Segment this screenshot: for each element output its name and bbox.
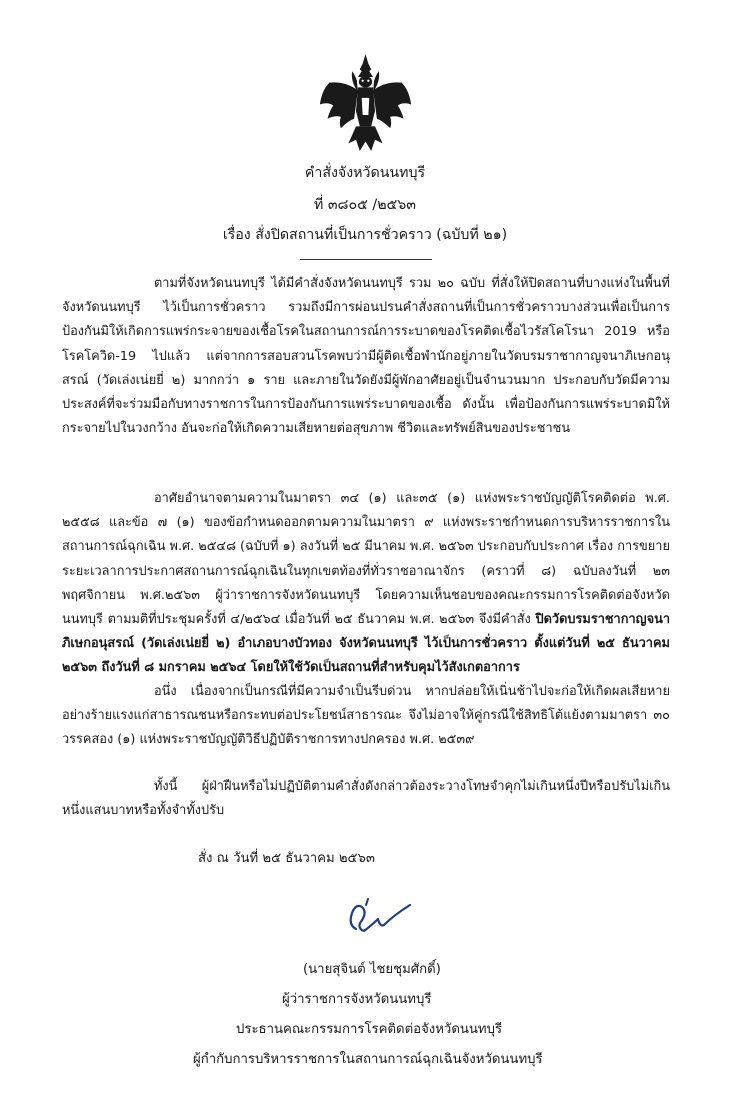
garuda-emblem (318, 52, 413, 157)
paragraph-2-order: ปิดวัดบรมราชากาญจนาภิเษกอนุสรณ์ (วัดเล่งเน่ยยี่ ๒) อำเภอบางบัวทอง จังหวัดนนทบุรี ไว้เป็นการชั่วคราว ตั้งแต่วันที่ ๒๕ ธันวาคม ๒๕๖๓ ถึงวันที่ ๘ มกราคม ๒๕๖๔ โดยให้ใช้วัดเป็นสถานที่สำหรับคุมไว้สังเกตอาการ (62, 612, 671, 676)
paragraph-3: อนึ่ง เนื่องจากเป็นกรณีที่มีความจำเป็นรีบด่วน หากปล่อยให้เนิ่นช้าไปจะก่อให้เกิดผลเสียหายอย่างร้ายแรงแก่สาธารณชนหรือกระทบต่อประโยชน์สาธารณะ จึงไม่อาจให้คู่กรณีใช้สิทธิโต้แย้งตามมาตรา ๓๐ วรรคสอง (๑) แห่งพระราชบัญญัติวิธีปฏิบัติราชการทางปกครอง พ.ศ. ๒๕๓๙ (62, 684, 670, 748)
paragraph-2 (62, 487, 670, 681)
paragraph-2-text: อาศัยอำนาจตามความในมาตรา ๓๔ (๑) และ๓๕ (๑) แห่งพระราชบัญญัติโรคติดต่อ พ.ศ. ๒๕๕๘ และข้อ ๗ (๑) ของข้อกำหนดออกตามความในมาตรา ๙ แห่งพระราชกำหนดการบริหารราชการในสถานการณ์ฉุกเฉิน พ.ศ. ๒๕๔๘ (ฉบับที่ ๑) ลงวันที่ ๒๕ มีนาคม พ.ศ. ๒๕๖๓ ประกอบกับประกาศ เรื่อง การขยายระยะเวลาการประกาศสถานการณ์ฉุกเฉินในทุกเขตท้องที่ทั่วราชอาณาจักร (คราวที่ ๘) ฉบับลงวันที่ ๒๓ พฤศจิกายน พ.ศ.๒๕๖๓ ผู้ว่าราชการจังหวัดนนทบุรี โดยความเห็นชอบของคณะกรรมการโรคติดต่อจังหวัดนนทบุรี ตามมติที่ประชุมครั้งที่ ๔/๒๕๖๔ เมื่อวันที่ ๒๕ ธันวาคม พ.ศ. ๒๕๖๓ จึงมีคำสั่ง (62, 491, 670, 628)
signer-position-1: ผู้ว่าราชการจังหวัดนนทบุรี (282, 992, 432, 1007)
order-subject: เรื่อง สั่งปิดสถานที่เป็นการชั่วคราว (ฉบับที่ ๒๑) (222, 227, 508, 243)
handwritten-signature (338, 895, 418, 939)
signer-position-3: ผู้กำกับการบริหารราชการในสถานการณ์ฉุกเฉินจังหวัดนนทบุรี (193, 1052, 543, 1067)
date-line: สั่ง ณ วันที่ ๒๕ ธันวาคม ๒๕๖๓ (198, 851, 375, 866)
divider-line (300, 259, 432, 260)
signer-position-2: ประธานคณะกรรมการโรคติดต่อจังหวัดนนทบุรี (236, 1022, 503, 1037)
signer-name: (นายสุจินต์ ไชยชุมศักดิ์) (303, 962, 441, 977)
paragraph-1: ตามที่จังหวัดนนทบุรี ได้มีคำสั่งจังหวัดนนทบุรี รวม ๒๐ ฉบับ ที่สั่งให้ปิดสถานที่บางแห่งในพื้นที่จังหวัดนนทบุรี ไว้เป็นการชั่วคราว รวมถึงมีการผ่อนปรนคำสั่งสถานที่เป็นการชั่วคราวบางส่วนเพื่อเป็นการป้องกันมิให้เกิดการแพร่กระจายของเชื้อโรคในสถานการณ์การระบาดของโรคติดเชื้อไวรัสโคโรนา 2019 หรือโรคโควิด-19 ไปแล้ว แต่จากการสอบสวนโรคพบว่ามีผู้ติดเชื้อพำนักอยู่ภายในวัดบรมราชากาญจนาภิเษกอนุสรณ์ (วัดเล่งเน่ยยี่ ๒) มากกว่า ๑ ราย และภายในวัดยังมีผู้พักอาศัยอยู่เป็นจำนวนมาก ประกอบกับวัดมีความประสงค์ที่จะร่วมมือกับทางราชการในการป้องกันการแพร่ระบาดของเชื้อ ดังนั้น เพื่อป้องกันการแพร่ระบาดมิให้กระจายไปในวงกว้าง อันจะก่อให้เกิดความเสียหายต่อสุขภาพ ชีวิตและทรัพย์สินของประชาชน (62, 276, 670, 437)
order-title: คำสั่งจังหวัดนนทบุรี (304, 165, 426, 181)
order-number: ที่ ๓๘๐๕ /๒๕๖๓ (314, 197, 416, 213)
paragraph-4: ทั้งนี้ ผู้ฝ่าฝืนหรือไม่ปฏิบัติตามคำสั่งดังกล่าวต้องระวางโทษจำคุกไม่เกินหนึ่งปีหรือปรับไม่เกินหนึ่งแสนบาทหรือทั้งจำทั้งปรับ (62, 779, 670, 819)
